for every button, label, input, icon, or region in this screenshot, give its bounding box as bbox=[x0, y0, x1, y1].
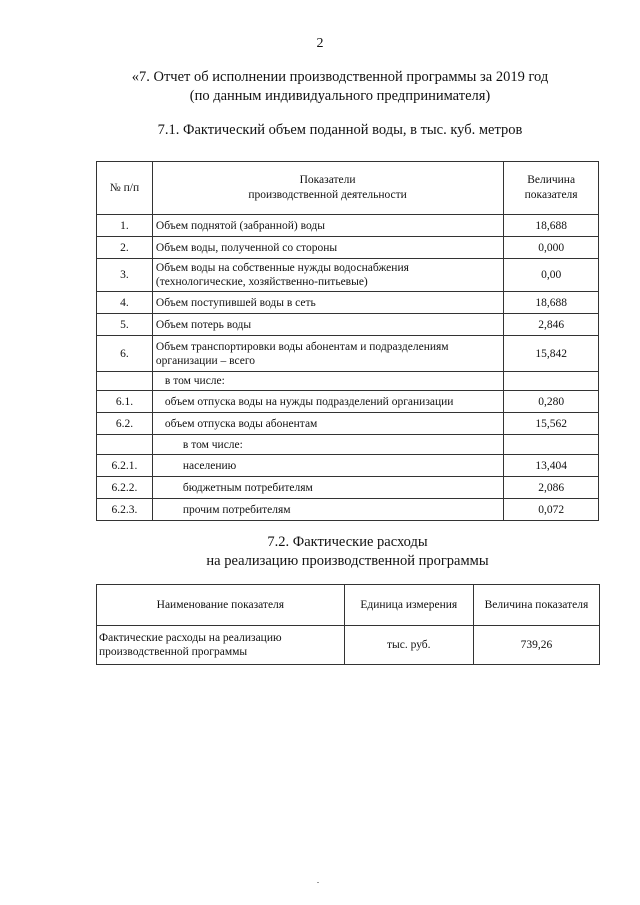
section2-title-line2: на реализацию производственной программы bbox=[206, 553, 489, 569]
header-num: № п/п bbox=[97, 162, 153, 215]
row-num bbox=[97, 372, 153, 391]
row-name: Объем воды, полученной со стороны bbox=[152, 237, 503, 259]
row-num: 4. bbox=[97, 292, 153, 314]
row-value bbox=[504, 435, 599, 455]
table-header-row bbox=[97, 162, 599, 215]
table-row bbox=[97, 626, 600, 665]
row-value: 0,000 bbox=[504, 237, 599, 259]
section2-title bbox=[96, 533, 599, 571]
row-name: Объем поступившей воды в сеть bbox=[152, 292, 503, 314]
header-value bbox=[504, 162, 599, 215]
row-name: прочим потребителям bbox=[152, 499, 503, 521]
table-row bbox=[97, 499, 599, 521]
water-volume-table bbox=[96, 161, 599, 521]
row-name: Объем транспортировки воды абонентам и подразделениям организации – всего bbox=[152, 336, 503, 372]
table-row bbox=[97, 455, 599, 477]
scan-dot bbox=[317, 882, 319, 883]
row-name: Объем поднятой (забранной) воды bbox=[152, 215, 503, 237]
header-value-line1: Величина bbox=[527, 174, 576, 186]
expenses-table bbox=[96, 584, 600, 665]
row-name: в том числе: bbox=[152, 372, 503, 391]
row-name: объем отпуска воды абонентам bbox=[152, 413, 503, 435]
table-row bbox=[97, 237, 599, 259]
report-title-line2: (по данным индивидуального предпринимателя) bbox=[189, 88, 491, 104]
section1-title: 7.1. Фактический объем поданной воды, в тыс. куб. метров bbox=[157, 122, 523, 138]
header-name-line2: производственной деятельности bbox=[248, 189, 407, 201]
row-num: 6.2.3. bbox=[97, 499, 153, 521]
table-header-row bbox=[97, 585, 600, 626]
row-num: 6.2.2. bbox=[97, 477, 153, 499]
header-name bbox=[152, 162, 503, 215]
row-num: 3. bbox=[97, 259, 153, 292]
row-unit: тыс. руб. bbox=[344, 626, 473, 665]
table-row bbox=[97, 259, 599, 292]
row-name: объем отпуска воды на нужды подразделений организации bbox=[152, 391, 503, 413]
row-num: 2. bbox=[97, 237, 153, 259]
row-value: 0,072 bbox=[504, 499, 599, 521]
row-value: 739,26 bbox=[473, 626, 599, 665]
table-row bbox=[97, 314, 599, 336]
row-value bbox=[504, 372, 599, 391]
row-name: Объем потерь воды bbox=[152, 314, 503, 336]
header-unit: Единица измерения bbox=[344, 585, 473, 626]
row-value: 2,846 bbox=[504, 314, 599, 336]
table-row bbox=[97, 413, 599, 435]
section2-title-line1: 7.2. Фактические расходы bbox=[267, 534, 428, 550]
row-name: бюджетным потребителям bbox=[152, 477, 503, 499]
header-value: Величина показателя bbox=[473, 585, 599, 626]
row-value: 13,404 bbox=[504, 455, 599, 477]
report-title-line1: «7. Отчет об исполнении производственной программы за 2019 год bbox=[131, 69, 549, 85]
header-name-line1: Показатели bbox=[299, 174, 356, 186]
table-row bbox=[97, 336, 599, 372]
row-value: 2,086 bbox=[504, 477, 599, 499]
row-num: 6.1. bbox=[97, 391, 153, 413]
row-value: 18,688 bbox=[504, 215, 599, 237]
table-row bbox=[97, 477, 599, 499]
row-name: Фактические расходы на реализацию производственной программы bbox=[97, 626, 345, 665]
table-row bbox=[97, 215, 599, 237]
row-name: в том числе: bbox=[152, 435, 503, 455]
row-num: 1. bbox=[97, 215, 153, 237]
row-value: 15,562 bbox=[504, 413, 599, 435]
table-row bbox=[97, 292, 599, 314]
row-num bbox=[97, 435, 153, 455]
header-indicator-name: Наименование показателя bbox=[97, 585, 345, 626]
row-value: 18,688 bbox=[504, 292, 599, 314]
row-num: 6.2. bbox=[97, 413, 153, 435]
report-title bbox=[60, 68, 620, 106]
page-number: 2 bbox=[316, 36, 324, 51]
table-row bbox=[97, 391, 599, 413]
row-name: Объем воды на собственные нужды водоснабжения (технологические, хозяйственно-питьевые) bbox=[152, 259, 503, 292]
row-value: 0,00 bbox=[504, 259, 599, 292]
row-name: населению bbox=[152, 455, 503, 477]
row-value: 0,280 bbox=[504, 391, 599, 413]
row-num: 5. bbox=[97, 314, 153, 336]
table-row bbox=[97, 372, 599, 391]
header-value-line2: показателя bbox=[524, 189, 578, 201]
table-row bbox=[97, 435, 599, 455]
row-num: 6.2.1. bbox=[97, 455, 153, 477]
row-value: 15,842 bbox=[504, 336, 599, 372]
row-num: 6. bbox=[97, 336, 153, 372]
